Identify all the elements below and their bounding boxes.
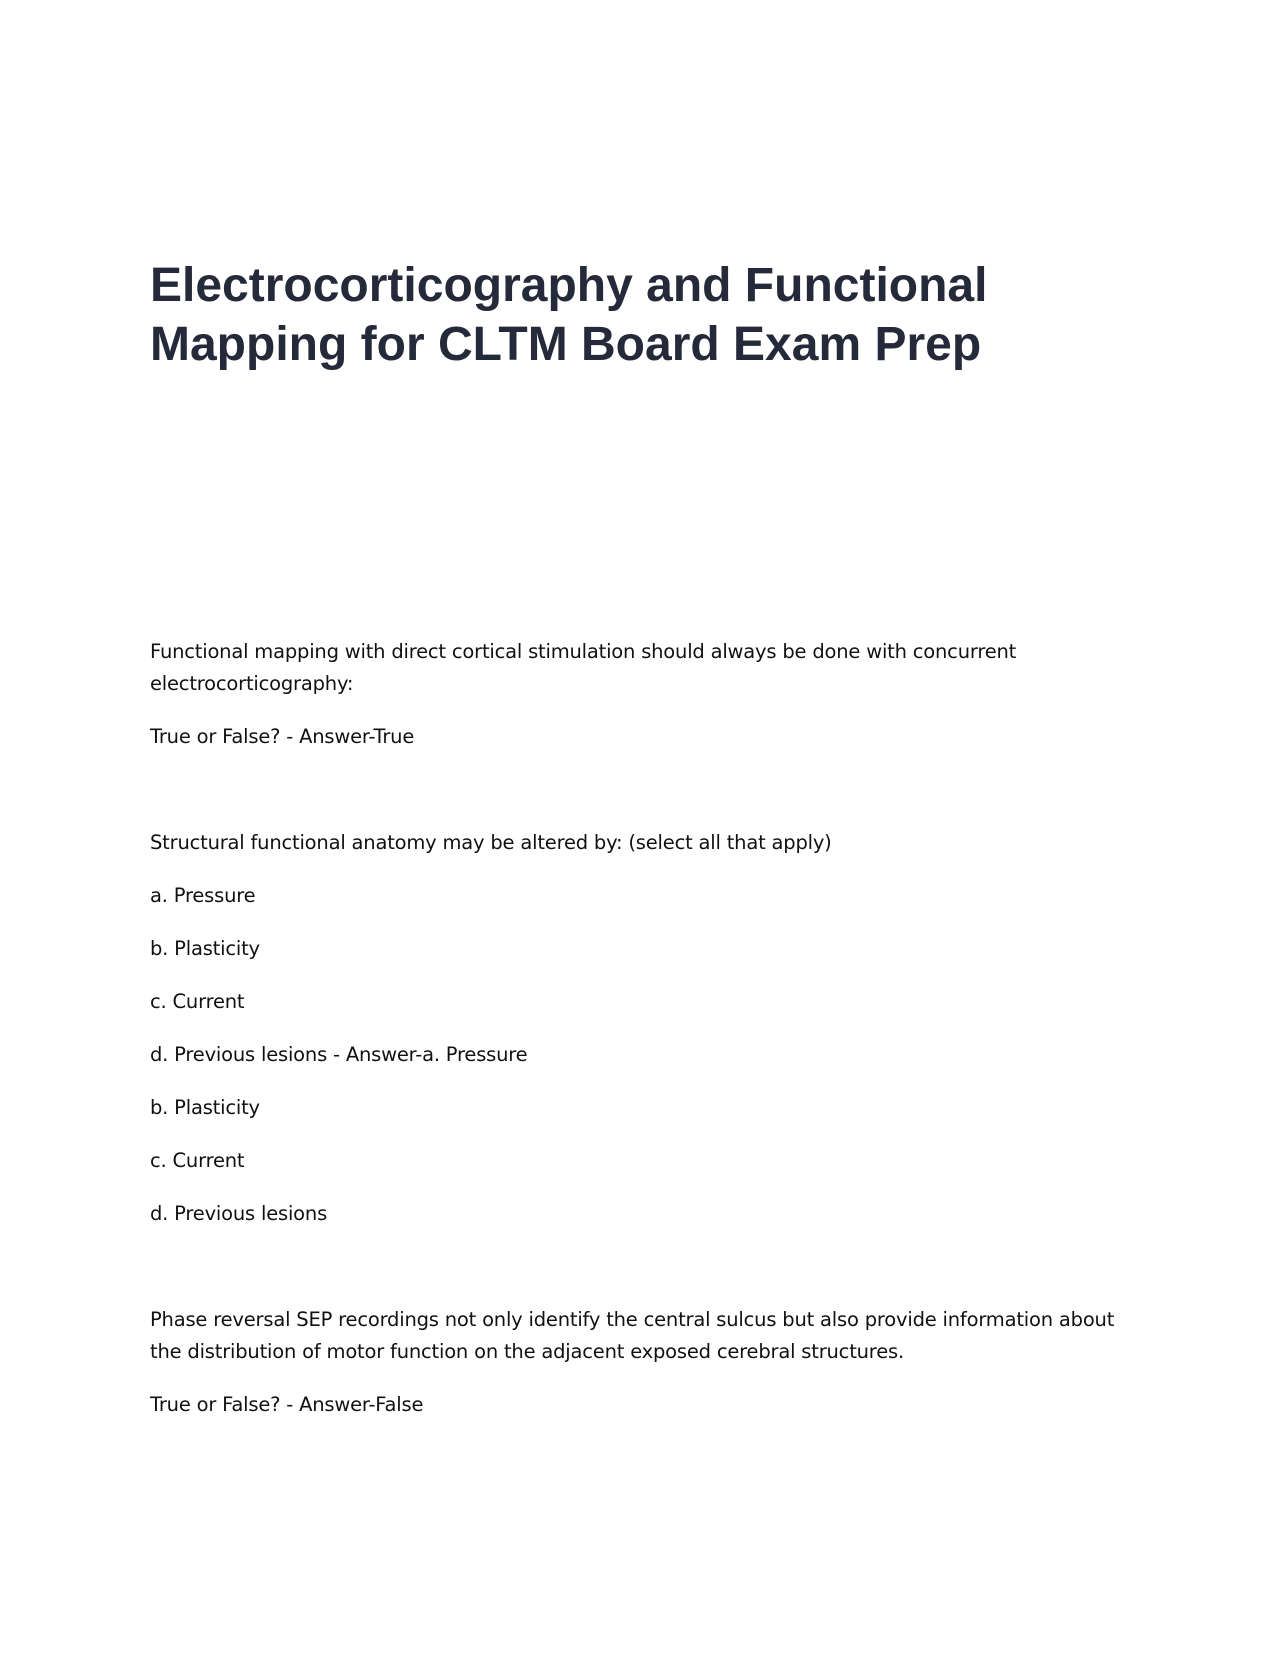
option-line: b. Plasticity — [150, 1096, 260, 1119]
spacer — [150, 774, 1140, 827]
option-line: d. Previous lesions - Answer-a. Pressure — [150, 1043, 528, 1066]
answer-line: True or False? - Answer-True — [150, 725, 415, 748]
option-line: b. Plasticity — [150, 937, 260, 960]
option-line: a. Pressure — [150, 884, 256, 907]
question-text: Phase reversal SEP recordings not only identify the central sulcus but also provide information about the distribution of motor function on the adjacent exposed cerebral structures. — [150, 1308, 1115, 1363]
question-text: Functional mapping with direct cortical stimulation should always be done with concurrent electrocorticography: — [150, 640, 1017, 695]
document-body — [150, 636, 1140, 1442]
spacer — [150, 1251, 1140, 1304]
option-line: d. Previous lesions — [150, 1202, 328, 1225]
option-line: c. Current — [150, 1149, 245, 1172]
question-text: Structural functional anatomy may be altered by: (select all that apply) — [150, 831, 832, 854]
answer-line: True or False? - Answer-False — [150, 1393, 424, 1416]
option-line: c. Current — [150, 990, 245, 1013]
document-title: Electrocorticography and Functional Mapping for CLTM Board Exam Prep — [150, 259, 988, 371]
